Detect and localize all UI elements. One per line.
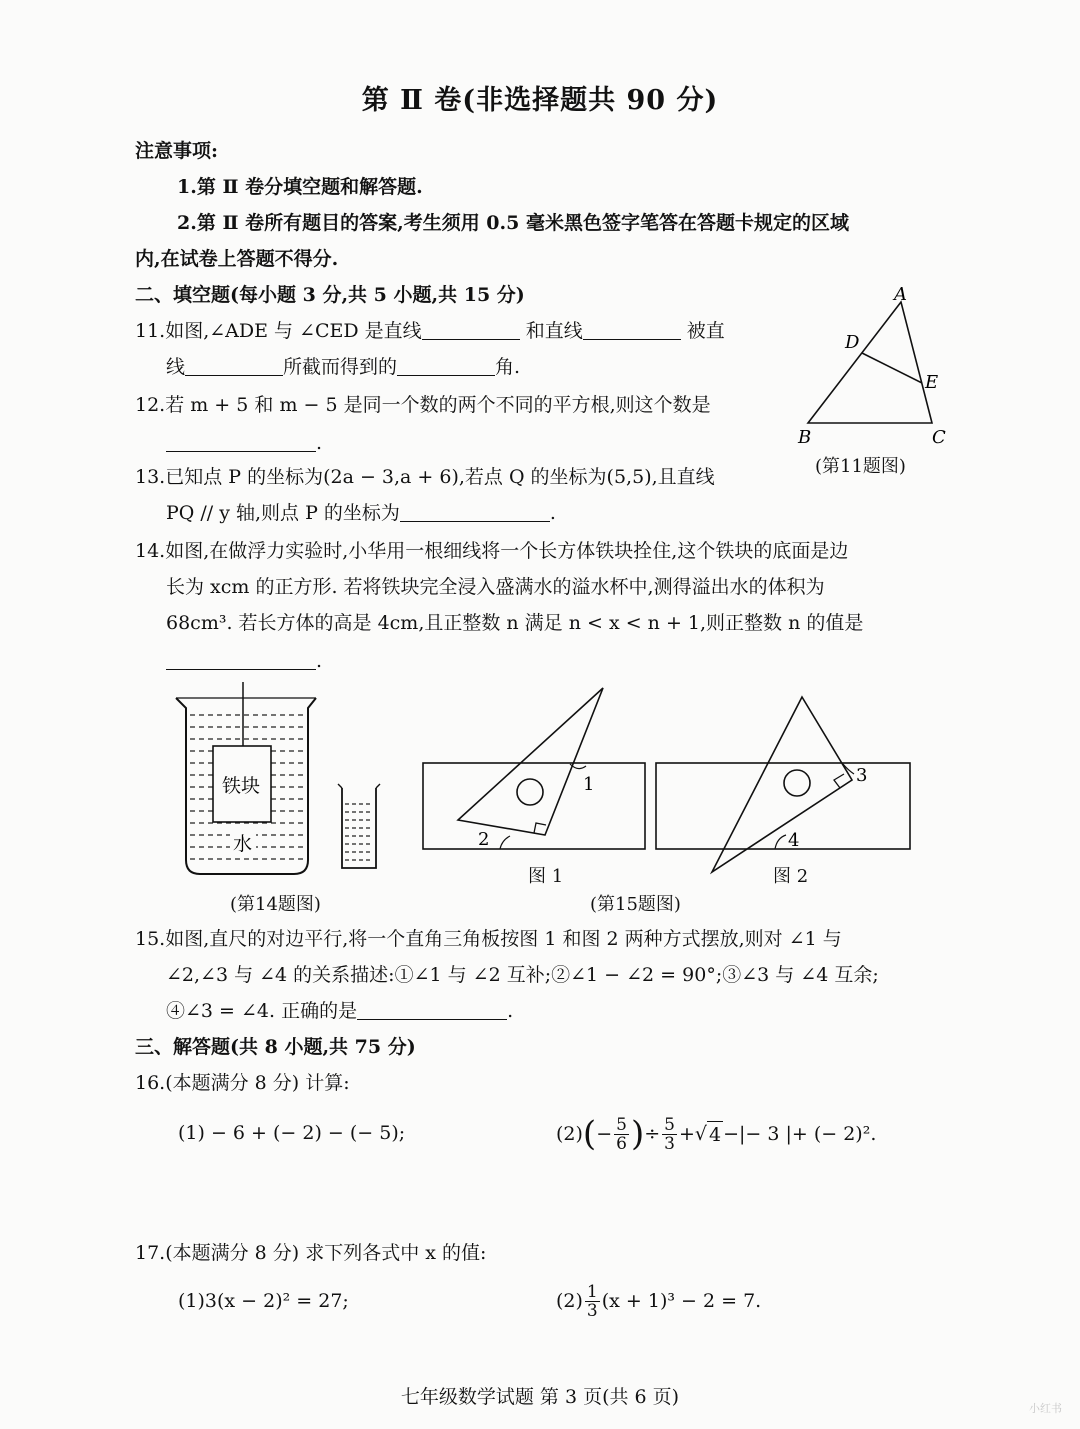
figure-14 xyxy=(170,680,400,880)
q17-fraction: $\frac{1}{3}$ xyxy=(586,1281,598,1321)
q15-blank[interactable] xyxy=(357,999,507,1020)
q11-text-b: 和直线 xyxy=(525,320,583,342)
q17-part2-lead: (2) xyxy=(556,1290,583,1312)
q16-part2: (2) ( − $\frac{5}{6}$ ) ÷ $\frac{5}{3}$ + √ 4 −|− 3 |+ (− 2)². xyxy=(556,1114,877,1154)
fig11-label-b: B xyxy=(798,427,812,448)
fig11-label-c: C xyxy=(932,427,946,448)
fig11-segment-de xyxy=(862,353,922,383)
page-footer: 七年级数学试题 第 3 页(共 6 页) xyxy=(400,1386,680,1408)
q16-neg-sign: − xyxy=(596,1123,613,1145)
fig15-caption: (第15题图) xyxy=(590,894,681,915)
notice-item-1: 1.第 Ⅱ 卷分填空题和解答题. xyxy=(177,176,423,198)
q14-line1: 14.如图,在做浮力实验时,小华用一根细线将一个长方体铁块拴住,这个铁块的底面是边 xyxy=(135,540,849,562)
q11-text-f: 角. xyxy=(495,356,521,378)
q13-end: . xyxy=(549,502,556,524)
q13-text: PQ // y 轴,则点 P 的坐标为 xyxy=(166,502,400,524)
fig11-label-d: D xyxy=(845,332,860,353)
fig11-label-a: A xyxy=(894,284,907,305)
part2-heading: 二、填空题(每小题 3 分,共 5 小题,共 15 分) xyxy=(135,284,525,306)
q12-end: . xyxy=(316,432,323,454)
q11-text-d: 线 xyxy=(166,356,186,378)
q13-blank[interactable] xyxy=(400,501,550,522)
q11-text-a: 11.如图,∠ADE 与 ∠CED 是直线 xyxy=(135,320,422,342)
fig15-triangle-2 xyxy=(712,697,852,872)
section-title: 第 Ⅱ 卷(非选择题共 90 分) xyxy=(361,85,719,116)
q14-end: . xyxy=(316,650,323,672)
fig11-triangle xyxy=(808,302,932,423)
q16-sqrt-value: 4 xyxy=(707,1121,723,1148)
fig15-triangle-1 xyxy=(458,688,603,835)
q11-line2 xyxy=(166,354,520,380)
q14-blank[interactable] xyxy=(166,649,316,670)
fig15-fig1-label: 图 1 xyxy=(528,866,564,887)
q14-line3: 68cm³. 若长方体的高是 4cm,且正整数 n 满足 n < x < n + 1,则正整数 n 的值是 xyxy=(166,612,864,634)
q17-part2 xyxy=(556,1276,761,1326)
q11-blank-2[interactable] xyxy=(583,319,681,340)
q16-div-sign: ÷ xyxy=(644,1123,661,1145)
q17-part1: (1)3(x − 2)² = 27; xyxy=(178,1290,349,1312)
q16-stem: 16.(本题满分 8 分) 计算: xyxy=(135,1072,350,1094)
q16-part2-lead: (2) xyxy=(556,1123,583,1145)
fig14-water-label: 水 xyxy=(233,833,253,855)
q15-line3 xyxy=(166,998,513,1024)
notice-item-2-line2: 内,在试卷上答题不得分. xyxy=(135,248,339,270)
q12-line1: 12.若 m + 5 和 m − 5 是同一个数的两个不同的平方根,则这个数是 xyxy=(135,394,711,416)
figure-11 xyxy=(790,280,960,480)
q16-part1: (1) − 6 + (− 2) − (− 5); xyxy=(178,1122,406,1144)
fig15-angle-1: 1 xyxy=(583,774,595,795)
fig15-hole-1 xyxy=(517,779,543,805)
q15-text: ④∠3 = ∠4. 正确的是 xyxy=(166,1000,358,1022)
fig11-label-e: E xyxy=(925,372,939,393)
q11-text-c: 被直 xyxy=(686,320,725,342)
fig15-angle-2: 2 xyxy=(478,829,490,850)
fig14-cup-water xyxy=(345,804,373,860)
fig15-hole-2 xyxy=(784,770,810,796)
q16-fraction-2: $\frac{5}{3}$ xyxy=(664,1114,675,1154)
figure-15 xyxy=(420,680,920,890)
q17-part2-rest: (x + 1)³ − 2 = 7. xyxy=(601,1290,762,1312)
q15-line1: 15.如图,直尺的对边平行,将一个直角三角板按图 1 和图 2 两种方式摆放,则对 ∠1 与 xyxy=(135,928,842,950)
q14-line4 xyxy=(166,648,322,674)
q17-stem: 17.(本题满分 8 分) 求下列各式中 x 的值: xyxy=(135,1242,487,1264)
notice-heading: 注意事项: xyxy=(135,140,219,162)
q15-end: . xyxy=(507,1000,514,1022)
q11-blank-3[interactable] xyxy=(185,355,283,376)
q11-blank-1[interactable] xyxy=(422,319,520,340)
q16-fraction-1: $\frac{5}{6}$ xyxy=(616,1114,627,1154)
fig15-ruler-1 xyxy=(423,763,645,849)
q15-line2: ∠2,∠3 与 ∠4 的关系描述:①∠1 与 ∠2 互补;②∠1 − ∠2 = 90°;③∠3 与 ∠4 互余; xyxy=(166,964,879,986)
q11-text-e: 所截而得到的 xyxy=(283,356,398,378)
fig15-angle-3: 3 xyxy=(856,765,868,786)
q12-line2 xyxy=(166,430,322,456)
fig14-block-label: 铁块 xyxy=(222,775,261,797)
q16-plus-sign: + xyxy=(678,1123,695,1145)
q12-blank[interactable] xyxy=(166,431,316,452)
watermark: 小红书 xyxy=(1029,1402,1062,1415)
q16-part2-rest: −|− 3 |+ (− 2)². xyxy=(723,1123,877,1145)
fig15-angle-4: 4 xyxy=(788,830,800,851)
q14-line2: 长为 xcm 的正方形. 若将铁块完全浸入盛满水的溢水杯中,测得溢出水的体积为 xyxy=(166,576,825,598)
q13-line1: 13.已知点 P 的坐标为(2a − 3,a + 6),若点 Q 的坐标为(5,5),且直线 xyxy=(135,466,715,488)
q13-line2 xyxy=(166,500,556,526)
fig14-caption: (第14题图) xyxy=(230,894,321,915)
fig11-caption: (第11题图) xyxy=(815,456,906,477)
q11-blank-4[interactable] xyxy=(397,355,495,376)
fig15-fig2-label: 图 2 xyxy=(773,866,809,887)
part3-heading: 三、解答题(共 8 小题,共 75 分) xyxy=(135,1036,416,1058)
q11-line1 xyxy=(135,318,725,344)
notice-item-2-line1: 2.第 Ⅱ 卷所有题目的答案,考生须用 0.5 毫米黑色签字笔答在答题卡规定的区域 xyxy=(177,212,849,234)
